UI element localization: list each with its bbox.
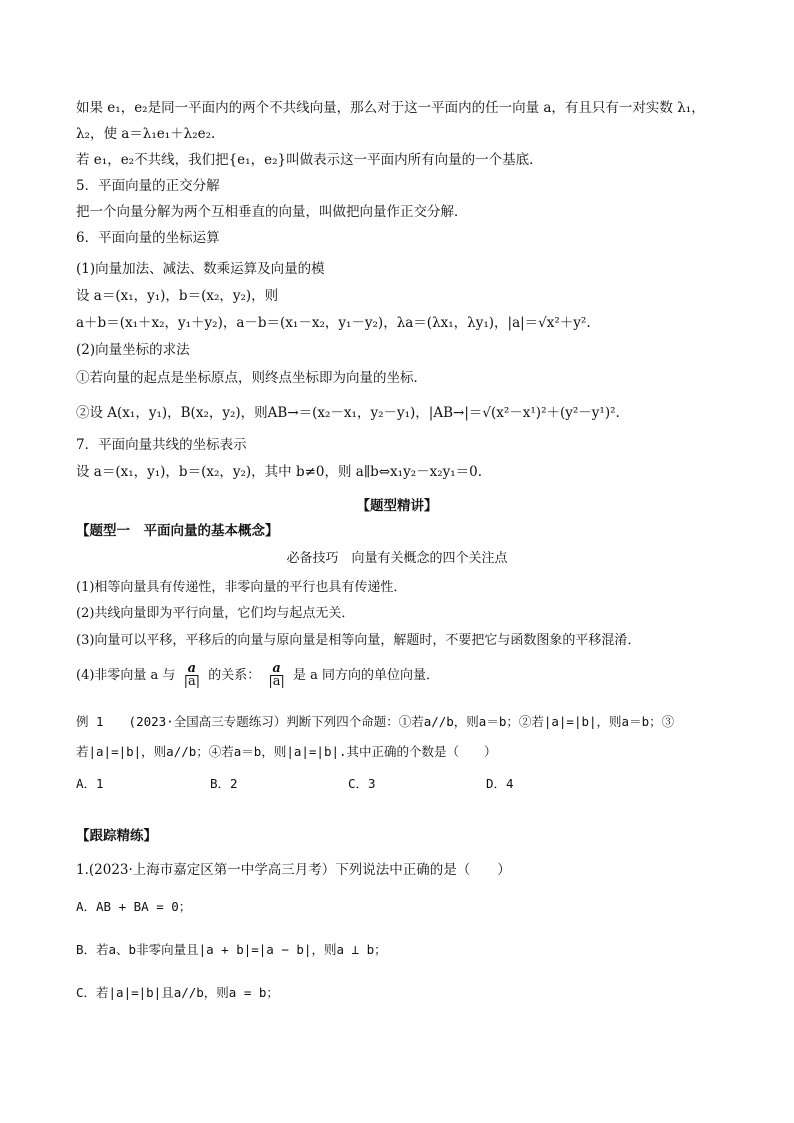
basis-theorem-line1: 如果 e₁，e₂是同一平面内的两个不共线向量，那么对于这一平面内的任一向量 a，有且只有一对实数 λ₁， [76,100,705,116]
fraction-numerator: a [187,661,197,676]
skill-3: (3)向量可以平移，平移后的向量与原向量是相等向量，解题时，不要把它与函数图象的平移混淆． [76,633,641,648]
example-1-line1: 例 1 (2023·全国高三专题练习）判断下列四个命题：①若a//b，则a＝b；②若|a|=|b|，则a＝b；③ [76,714,675,729]
unit-vector-fraction-2 [266,663,287,688]
coordinate-setup: 设 a＝(x₁，y₁)，b＝(x₂，y₂)，则 [76,288,279,304]
fraction-denominator: |a| [183,674,201,689]
example-1-option-c: C．3 [348,776,376,791]
collinear-condition: 设 a＝(x₁，y₁)，b＝(x₂，y₂)，其中 b≠0，则 a∥b⇔x₁y₂－x₂y₁＝0. [76,464,483,480]
question-1-option-b: B．若a、b非零向量且|a + b|=|a − b|，则a ⊥ b； [76,942,387,957]
heading-7: 7．平面向量共线的坐标表示 [76,437,247,453]
fraction-denominator: |a| [268,674,285,689]
coordinate-operations: a＋b＝(x₁＋x₂，y₁＋y₂)，a－b＝(x₁－x₂，y₁－y₂)，λa＝(λx₁，λy₁)，|a|＝√x²＋y². [76,315,591,331]
example-1-option-d: D．4 [486,776,514,791]
question-1-option-c: C．若|a|=|b|且a//b，则a = b； [76,985,279,1000]
heading-6-1: (1)向量加法、减法、数乘运算及向量的模 [76,261,325,277]
type1-title: 【题型一 平面向量的基本概念】 [76,523,279,539]
skill-1: (1)相等向量具有传递性，非零向量的平行也具有传递性． [76,580,407,595]
skill-4-pre: (4)非零向量 a 与 [76,668,176,683]
skill-title: 必备技巧 向量有关概念的四个关注点 [286,551,508,566]
skill-2: (2)共线向量即为平行向量，它们均与起点无关． [76,606,355,621]
heading-6-2: (2)向量坐标的求法 [76,342,190,358]
coordinate-rule-2: ②设 A(x₁，y₁)，B(x₂，y₂)，则AB→＝(x₂－x₁，y₂－y₁)，|AB→|＝√(x²－x¹)²＋(y²－y¹)². [76,405,620,421]
coordinate-rule-1: ①若向量的起点是坐标原点，则终点坐标即为向量的坐标． [76,370,427,386]
basis-theorem-line2: λ₂，使 a＝λ₁e₁＋λ₂e₂. [76,126,216,142]
follow-up-title: 【跟踪精练】 [76,828,157,844]
example-1-line2: 若|a|=|b|，则a//b；④若a＝b，则|a|=|b|.其中正确的个数是（ ） [76,744,497,759]
unit-vector-fraction-1 [182,663,203,688]
skill-4-mid: 的关系： [208,668,261,683]
example-1-option-a: A．1 [76,776,104,791]
example-1-option-b: B．2 [210,776,238,791]
heading-6: 6．平面向量的坐标运算 [76,230,220,246]
section-title: 【题型精讲】 [356,498,438,514]
fraction-numerator: a [272,661,281,676]
skill-4-post: 是 a 同方向的单位向量． [293,668,440,683]
question-1: 1.(2023·上海市嘉定区第一中学高三月考）下列说法中正确的是（ ） [76,862,511,878]
heading-5: 5．平面向量的正交分解 [76,178,220,194]
question-1-option-a: A．AB + BA = 0； [76,899,192,914]
skill-4 [76,662,439,690]
orthogonal-decomposition: 把一个向量分解为两个互相垂直的向量，叫做把向量作正交分解． [76,204,468,220]
basis-definition: 若 e₁，e₂不共线，我们把{e₁，e₂}叫做表示这一平面内所有向量的一个基底． [76,152,543,168]
